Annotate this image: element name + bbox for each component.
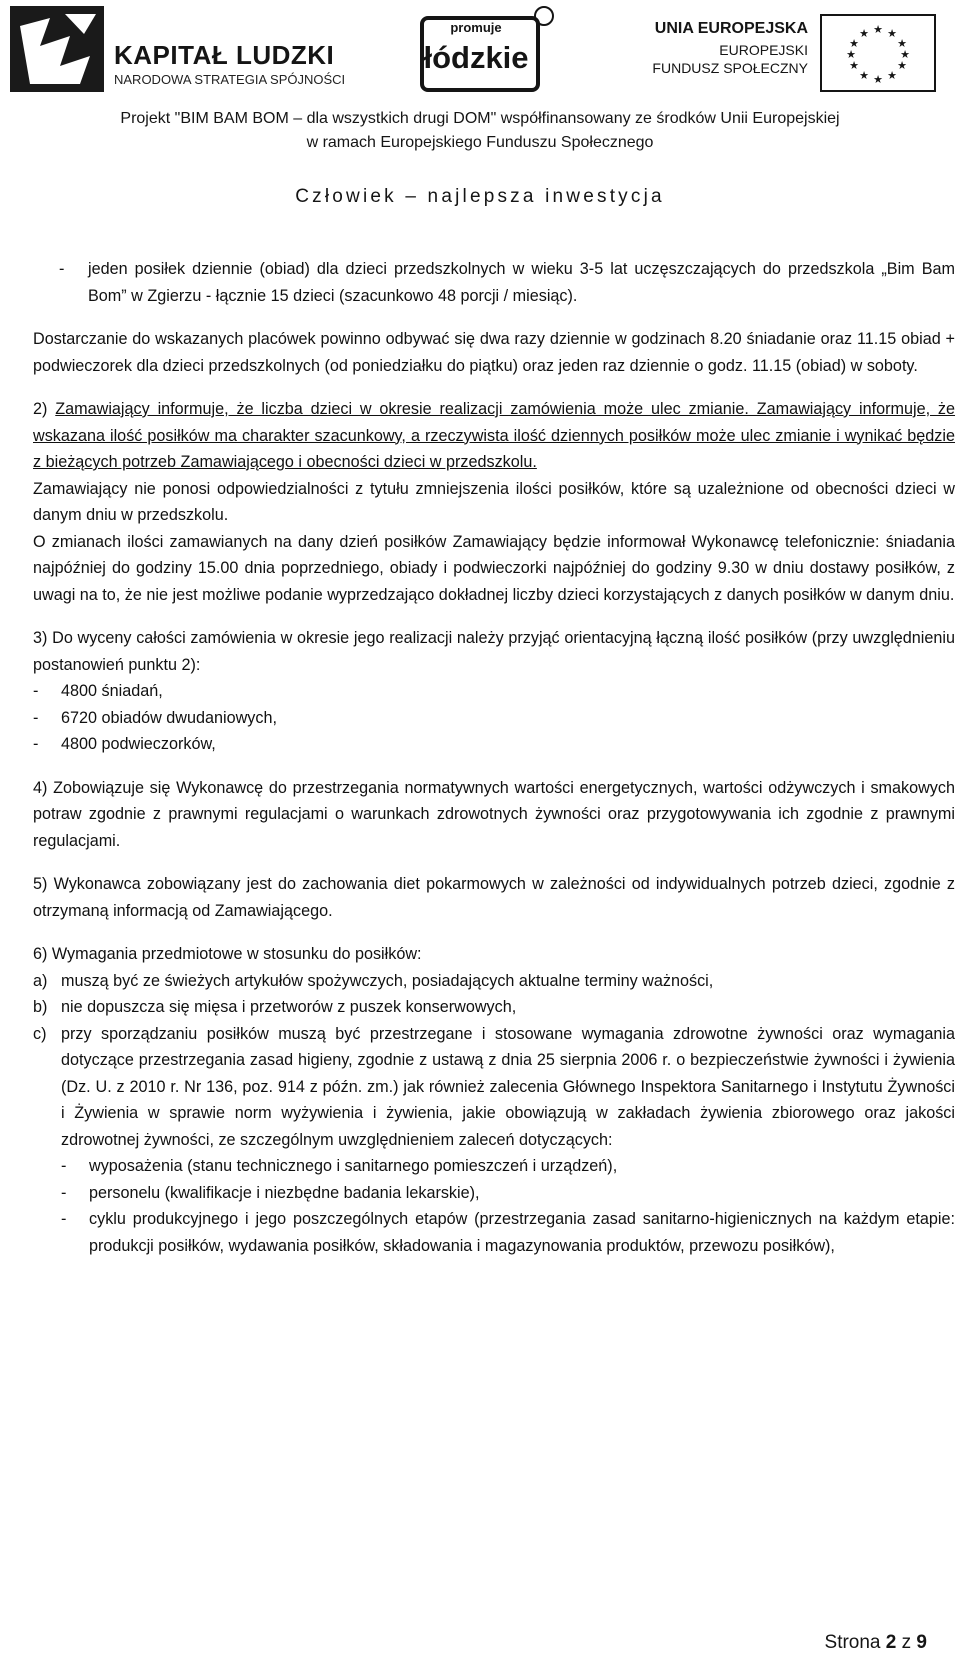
delivery-paragraph: Dostarczanie do wskazanych placówek powinno odbywać się dwa razy dziennie w godzinach 8.20 śniadanie oraz 11.15 obiad + podwieczorek dla dzieci przedszkolnych (od poniedziałku do piątku) oraz jeden raz dziennie o godz. 11.15 (obiad) w soboty.: [33, 330, 955, 375]
document-body: [33, 256, 955, 1259]
list-item: - 6720 obiadów dwudaniowych,: [33, 705, 955, 732]
eu-line3: FUNDUSZ SPOŁECZNY: [652, 60, 808, 76]
section-3: [33, 625, 955, 678]
current-page: 2: [885, 1632, 897, 1653]
page-number: [825, 1632, 927, 1654]
requirement-c-item: wyposażenia (stanu technicznego i sanitarnego pomieszczeń i urządzeń),: [89, 1157, 618, 1175]
portion-item: 4800 śniadań,: [61, 682, 163, 700]
list-item: [33, 994, 955, 1021]
project-title-line1: Projekt "BIM BAM BOM – dla wszystkich drugi DOM" współfinansowany ze środków Unii Europejskiej: [120, 110, 840, 127]
list-item: [33, 256, 955, 309]
svg-text:★: ★: [900, 48, 910, 61]
promuje-label: promuje: [450, 20, 502, 35]
svg-text:★: ★: [887, 27, 897, 40]
page-label: Strona: [824, 1632, 881, 1653]
section-3-text: Do wyceny całości zamówienia w okresie jego realizacji należy przyjąć orientacyjną łączną ilość posiłków (przy uwzględnieniu postanowień punktu 2):: [33, 629, 956, 674]
bullet-dash: -: [59, 260, 65, 278]
svg-text:★: ★: [849, 59, 859, 72]
total-pages: 9: [916, 1632, 927, 1653]
svg-text:★: ★: [873, 73, 883, 86]
svg-text:★: ★: [873, 23, 883, 36]
eu-flag-icon: [820, 14, 936, 92]
item-label: a): [33, 971, 48, 990]
list-item: [33, 1021, 955, 1154]
section-2: [33, 396, 955, 476]
list-item: - 4800 śniadań,: [33, 678, 955, 705]
section-2-number: 2): [33, 400, 48, 418]
section-5: [33, 871, 955, 924]
section-3-number: 3): [33, 629, 48, 647]
section-5-number: 5): [33, 875, 48, 893]
svg-text:★: ★: [897, 59, 907, 72]
kapital-ludzki-title: KAPITAŁ LUDZKI: [114, 40, 335, 70]
promuje-lodzkie-logo: [420, 6, 572, 92]
item-label: c): [33, 1024, 47, 1043]
list-item: - cyklu produkcyjnego i jego poszczególnych etapów (przestrzegania zasad sanitarno-higienicznych na każdym etapie: produkcji posiłków, wydawania posiłków, składowania i magazynowania produktów, przewozu posiłków),: [33, 1206, 955, 1259]
lodzkie-mark-icon: [534, 6, 554, 26]
requirement-a: muszą być ze świeżych artykułów spożywczych, posiadających aktualne terminy ważności,: [61, 971, 714, 990]
portion-item: 4800 podwieczorków,: [61, 735, 216, 753]
requirement-c-item: personelu (kwalifikacje i niezbędne badania lekarskie),: [89, 1183, 480, 1202]
requirement-b: nie dopuszcza się mięsa i przetworów z puszek konserwowych,: [61, 998, 517, 1016]
svg-text:★: ★: [849, 37, 859, 50]
section-4-text: Zobowiązuje się Wykonawcę do przestrzegania normatywnych wartości energetycznych, wartości odżywczych i smakowych potraw zgodnie z prawnymi regulacjami o warunkach zdrowotnych żywności oraz przygotowywania ich zgodnie z prawnymi regulacjami.: [33, 778, 955, 850]
eu-line1: UNIA EUROPEJSKA: [654, 20, 808, 37]
requirement-c: przy sporządzaniu posiłków muszą być przestrzegane i stosowane wymagania zdrowotne żywności oraz wymagania dotyczące przestrzegania zasad higieny, zgodnie z ustawą z dnia 25 sierpnia 2006 r. o bezpieczeństwie żywności i żywienia (Dz. U. z 2010 r. Nr 136, poz. 914 z późn. zm.) jak również zalecenia Głównego Inspektora Sanitarnego i Instytutu Żywności i Żywienia w sprawie norm wyżywienia i żywienia, jakie obowiązują w zakładach żywienia zbiorowego oraz jakości zdrowotnej żywności, ze szczególnym uwzględnieniem zaleceń dotyczących:: [61, 1024, 955, 1149]
bullet-text: jeden posiłek dziennie (obiad) dla dzieci przedszkolnych w wieku 3-5 lat uczęszczających do przedszkola „Bim Bam Bom” w Zgierzu - łącznie 15 dzieci (szacunkowo 48 porcji / miesiąc).: [88, 260, 955, 305]
eu-logo: [640, 14, 942, 94]
requirement-c-item: cyklu produkcyjnego i jego poszczególnych etapów (przestrzegania zasad sanitarno-higienicznych na każdym etapie: produkcji posiłków, wydawania posiłków, składowania i magazynowania produktów, przewozu posiłków),: [89, 1210, 955, 1255]
section-5-text: Wykonawca zobowiązany jest do zachowania diet pokarmowych w zależności od indywidualnych potrzeb dzieci, zgodnie z otrzymaną informacją od Zamawiającego.: [33, 875, 955, 920]
section-4: [33, 775, 955, 855]
kapital-ludzki-logo: [10, 6, 350, 92]
section-2-notification: O zmianach ilości zamawianych na dany dzień posiłków Zamawiający będzie informował Wykonawcę telefonicznie: śniadania najpóźniej do godziny 15.00 dnia poprzedniego, obiady i podwieczorki najpóźniej do godziny 9.30 w dniu dostawy posiłków, z uwagi na to, że nie jest możliwe podanie wyprzedzająco dokładnej liczby dzieci korzystających z danych posiłków w danym dniu.: [33, 532, 955, 604]
list-item: - personelu (kwalifikacje i niezbędne badania lekarskie),: [33, 1180, 955, 1207]
section-4-number: 4): [33, 778, 48, 797]
portion-item: 6720 obiadów dwudaniowych,: [61, 708, 277, 727]
kapital-ludzki-subtitle: NARODOWA STRATEGIA SPÓJNOŚCI: [114, 72, 346, 87]
svg-text:★: ★: [859, 69, 869, 82]
section-6-title: 6) Wymagania przedmiotowe w stosunku do posiłków:: [33, 945, 422, 963]
kapital-ludzki-emblem-icon: [10, 6, 104, 92]
list-item: - wyposażenia (stanu technicznego i sanitarnego pomieszczeń i urządzeń),: [33, 1153, 955, 1180]
list-item: [33, 968, 955, 995]
eu-line2: EUROPEJSKI: [719, 42, 808, 58]
section-2-underlined: Zamawiający informuje, że liczba dzieci w okresie realizacji zamówienia może ulec zmianie. Zamawiający informuje, że wskazana ilość posiłków ma charakter szacunkowy, a rzeczywista ilość dziennych posiłków może ulec zmianie i wynikać będzie z bieżących potrzeb Zamawiającego i obecności dzieci w przedszkolu.: [33, 400, 956, 471]
svg-text:★: ★: [887, 69, 897, 82]
page-of: z: [901, 1632, 912, 1653]
svg-text:★: ★: [859, 27, 869, 40]
svg-text:★: ★: [897, 37, 907, 50]
motto: Człowiek – najlepsza inwestycja: [295, 186, 665, 207]
item-label: b): [33, 998, 48, 1016]
section-2-liability: Zamawiający nie ponosi odpowiedzialności z tytułu zmniejszenia ilości posiłków, które są uzależnione od obecności dzieci w danym dniu w przedszkolu.: [33, 479, 955, 524]
lodzkie-label: łódzkie: [423, 40, 529, 75]
project-title-line2: w ramach Europejskiego Funduszu Społecznego: [306, 134, 654, 151]
list-item: - 4800 podwieczorków,: [33, 731, 955, 758]
svg-text:★: ★: [846, 48, 856, 61]
page-header: [0, 0, 960, 228]
